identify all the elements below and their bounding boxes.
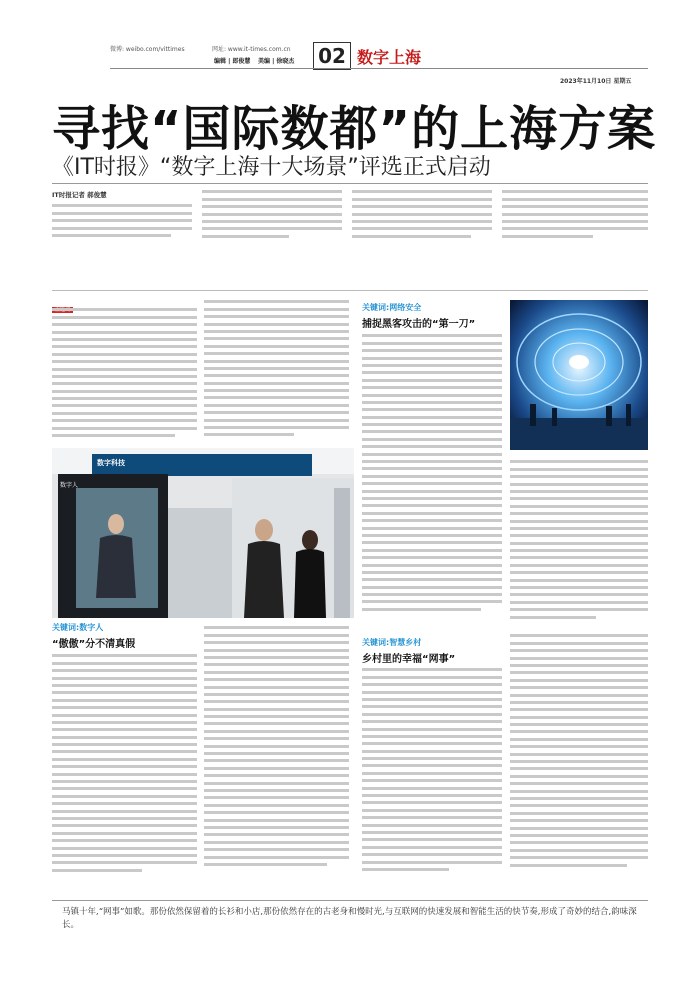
section-name: 数字上海 [357, 48, 422, 67]
body-col-1-lower [52, 650, 197, 890]
byline: IT时报记者 郝俊慧 [52, 191, 107, 199]
body-col-3 [362, 330, 502, 630]
photo-digital-human [52, 448, 354, 618]
section-title-digital-human: “傲傲”分不清真假 [52, 639, 136, 650]
body-col-3-lower [362, 664, 502, 890]
page-title: 寻找“国际数都”的上海方案 [52, 101, 657, 157]
exhibition-illustration [52, 448, 354, 618]
footer-rule [52, 900, 648, 901]
keyword-digital-human: 关键词:数字人 [52, 623, 104, 632]
lead-col-4 [502, 186, 648, 250]
screen-text-human: 数字人 [60, 482, 79, 489]
lead-col-2 [202, 186, 342, 250]
photo-digital-tunnel [510, 300, 648, 450]
body-col-4-lower [510, 630, 648, 890]
screen-text-tech: 数字科技 [97, 459, 125, 467]
body-col-4 [510, 456, 648, 626]
header-site: 网址: www.it-times.com.cn [212, 46, 291, 53]
body-col-2-lower [204, 622, 349, 890]
header-rule [110, 68, 648, 69]
header-weibo: 微博: weibo.com/vittimes [110, 46, 185, 53]
page-number-box [313, 42, 351, 70]
header-date: 2023年11月10日 星期五 [560, 78, 632, 85]
lead-col-3 [352, 186, 492, 250]
section-title-smart-village: 乡村里的幸福“网事” [362, 654, 456, 665]
header-design: 美编 | 徐晓杰 [258, 58, 295, 65]
page-number: 02 [318, 44, 346, 68]
footer-quote: 马镇十年,“网事”如歌。那份依然保留着的长衫和小店,那份依然存在的古老身和慢时光,与互联网的快速发展和智能生活的快节奏,形成了奇妙的结合,韵味深长。 [62, 907, 637, 930]
page-subtitle: 《IT时报》“数字上海十大场景”评选正式启动 [52, 155, 491, 180]
tunnel-illustration [510, 300, 648, 450]
body-col-1-upper [52, 304, 197, 444]
lead-rule [52, 290, 648, 291]
header-editor: 编辑 | 郎俊慧 [214, 58, 251, 65]
keyword-security: 关键词:网络安全 [362, 303, 422, 312]
section-title-security: 捕捉黑客攻击的“第一刀” [362, 319, 476, 330]
lead-col-1 [52, 200, 192, 250]
keyword-smart-village: 关键词:智慧乡村 [362, 638, 422, 647]
headline-rule [52, 183, 648, 184]
body-col-2-upper [204, 296, 349, 444]
